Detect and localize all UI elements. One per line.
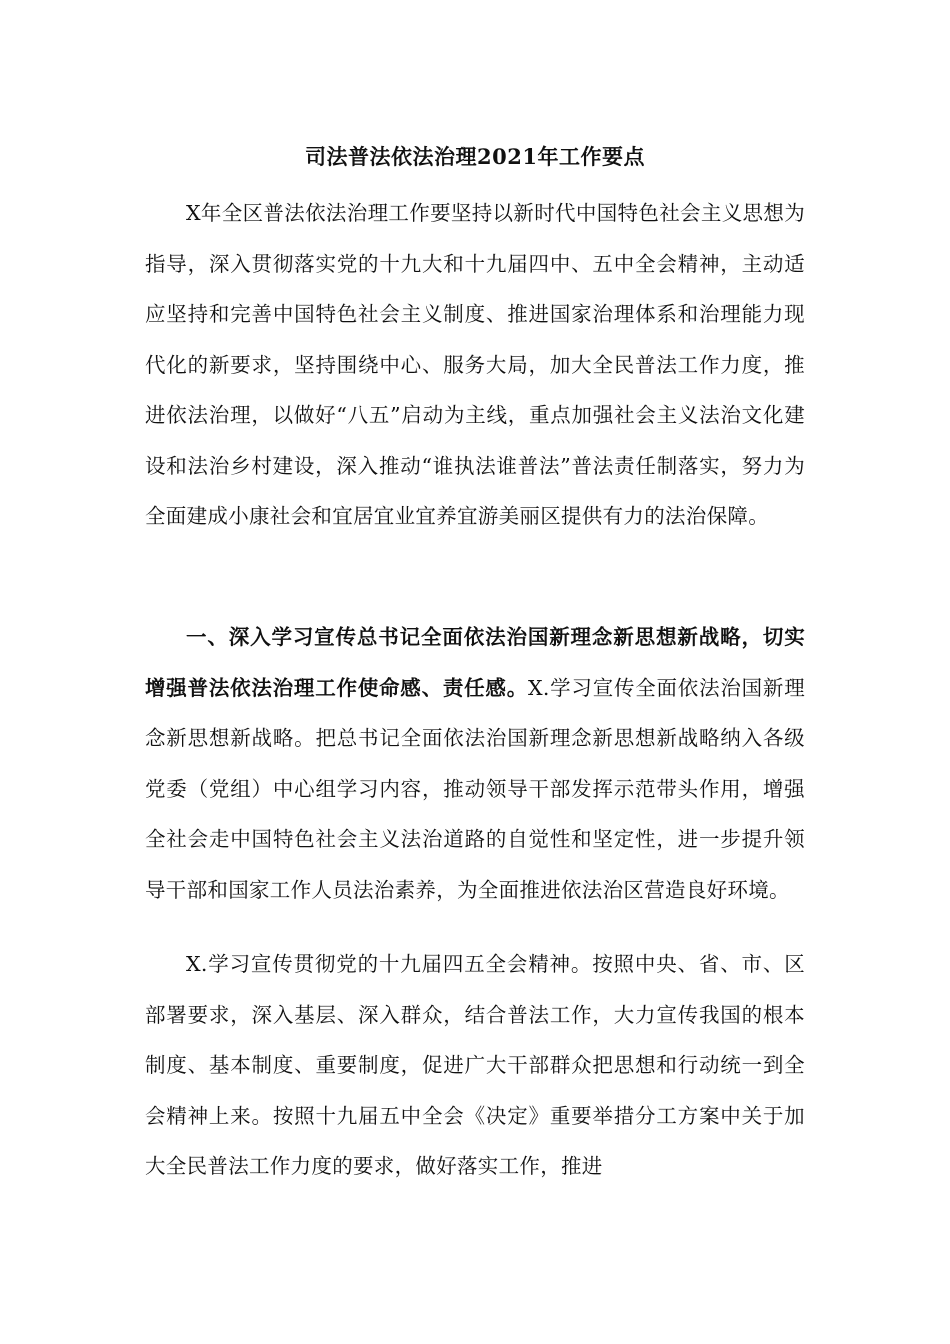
section-body: X.学习宣传全面依法治国新理念新思想新战略。把总书记全面依法治国新理念新思想新战略纳入各级党委（党组）中心组学习内容，推动领导干部发挥示范带头作用，增强全社会走中国特色社会主义法治道路的自觉性和坚定性，进一步提升领导干部和国家工作人员法治素养，为全面推进依法治区营造良好环境。: [145, 675, 805, 902]
paragraph-intro: X年全区普法依法治理工作要坚持以新时代中国特色社会主义思想为指导，深入贯彻落实党的十九大和十九届四中、五中全会精神，主动适应坚持和完善中国特色社会主义制度、推进国家治理体系和治理能力现代化的新要求，坚持围绕中心、服务大局，加大全民普法工作力度，推进依法治理，以做好“八五”启动为主线，重点加强社会主义法治文化建设和法治乡村建设，深入推动“谁执法谁普法”普法责任制落实，努力为全面建成小康社会和宜居宜业宜养宜游美丽区提供有力的法治保障。: [145, 201, 805, 528]
section-heading: 一、深入学习宣传总书记全面依法治国新理念新思想新战略，切实增强普法依法治理工作使命感、责任感。: [145, 625, 805, 700]
paragraph-section-one: [145, 612, 805, 915]
document-title: 司法普法依法治理2021年工作要点: [305, 144, 645, 169]
paragraph-study-plenary: X.学习宣传贯彻党的十九届四五全会精神。按照中央、省、市、区部署要求，深入基层、深入群众，结合普法工作，大力宣传我国的根本制度、基本制度、重要制度，促进广大干部群众把思想和行动统一到全会精神上来。按照十九届五中全会《决定》重要举措分工方案中关于加大全民普法工作力度的要求，做好落实工作，推进: [145, 952, 805, 1178]
